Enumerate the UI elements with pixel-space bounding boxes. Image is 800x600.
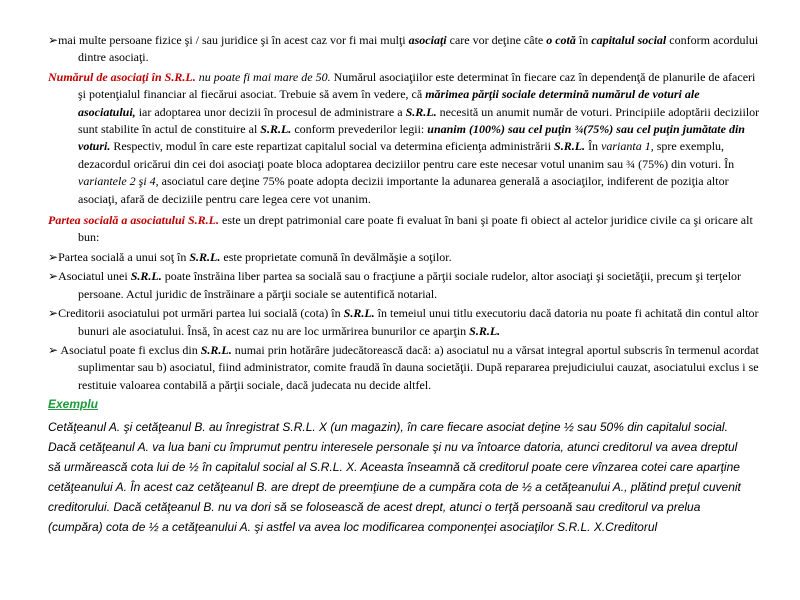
example-line: cetăţeanului A. În acest caz cetăţeanul B. are drept de preemţiune de a cumpăra cota de ½ a cetăţeanului A., plătind preţul cuvenit (48, 479, 741, 494)
bullet-arrow-icon: ➢ (48, 249, 59, 264)
example-line: Dacă cetăţeanul A. va lua bani cu împrumut pentru interesele personale şi nu va întoarce datoria, atunci creditorul va avea dreptul (48, 439, 738, 454)
bullet-transfer-share: ➢Asociatul unei S.R.L. poate înstrăina liber partea sa socială sau o fracţiune a părţii sociale rudelor, altor asociaţi şi societăţii, precum şi terţelor persoane. Actul juridic de înstrăinare a părţii sociale se autentifică notarial. (48, 269, 742, 301)
paragraph-number-of-associates: Numărul de asociaţi în S.R.L. nu poate fi mai mare de 50. Numărul asociaţiilor este determinat în fiecare caz în dependenţă de planurile de afaceri şi potenţialul financiar al fiecărui asociat. Trebuie să avem în vedere, că mărimea părţii sociale determină numărul de voturi ale asociatului, iar adoptarea unor decizii în procesul de administrare a S.R.L. necesită un anumit număr de voturi. Principiile adoptării deciziilor sunt stabilite în actul de constituire al S.R.L. conform prevederilor legii: unanim (100%) sau cel puţin ¾(75%) sau cel puţin jumătate din voturi. Respectiv, modul în care este repartizat capitalul social va determina eficienţa administrării S.R.L. În varianta 1, spre exemplu, dezacordul oricărui din cei doi asociaţi poate bloca adoptarea deciziilor pentru care este necesar votul unanim sau ¾ (75%) din voturi. În variantele 2 şi 4, asociatul care deţine 75% poate adopta decizii importante la adunarea generală a asociaţilor, indiferent de poziţia altor asociaţi, afară de deciziile pentru care legea cere vot unanim. (48, 69, 760, 206)
heading-number-of-associates: Numărul de asociaţi în S.R.L. (48, 69, 196, 84)
example-line: (cumpăra) cota de ½ a cetăţeanului A. şi astfel va avea loc modificarea componenţei asociaţilor S.R.L. X.Creditorul (48, 519, 658, 534)
paragraph-persons: ➢mai multe persoane fizice şi / sau juridice şi în acest caz vor fi mai mulţi asociaţi care vor deţine câte o cotă în capitalul social conform acordului dintre asociaţi. (48, 33, 759, 65)
example-heading: Exemplu (48, 397, 99, 412)
example-line: creditorului. Dacă cetăţeanul B. nu va dori să se folosească de acest drept, atunci o terţă persoană sau creditorul va prelua (48, 499, 701, 514)
bullet-arrow-icon: ➢ (48, 306, 59, 321)
bullet-exclusion: ➢ Asociatul poate fi exclus din S.R.L. numai prin hotărâre judecătorească dacă: a) asociatul nu a vărsat integral aportul subscris în termenul acordat suplimentar sau b) asociatul, fiind administrator, comite fraudă în dauna societăţii. După repararea prejudiciului cauzat, asociatului exclus i se restituie valoarea contabilă a părţii sociale, dacă judecata nu decide altfel. (48, 342, 759, 392)
heading-social-share: Partea socială a asociatului S.R.L. (48, 213, 220, 228)
bullet-spouse-share: ➢Partea socială a unui soţ în S.R.L. este proprietate comună în devălmăşie a soţilor. (48, 249, 452, 264)
bullet-arrow-icon: ➢ (48, 33, 59, 47)
paragraph-social-share: Partea socială a asociatului S.R.L. este un drept patrimonial care poate fi evaluat în bani şi poate fi obiect al actelor juridice civile ca şi oricare alt bun: (48, 213, 753, 245)
example-line: Cetăţeanul A. şi cetăţeanul B. au înregistrat S.R.L. X (un magazin), în care fiecare asociat deţine ½ sau 50% din capitalul social. (48, 419, 728, 434)
example-line: să urmărească cota lui de ½ în capitalul social al S.R.L. X. Aceasta înseamnă că creditorul poate cere vînzarea cotei care aparţine (48, 459, 740, 474)
bullet-arrow-icon: ➢ (48, 269, 59, 284)
bullet-arrow-icon: ➢ (48, 342, 59, 357)
bullet-creditors: ➢Creditorii asociatului pot urmări partea lui socială (cota) în S.R.L. în temeiul unui titlu executoriu dacă datoria nu poate fi achitată din contul altor bunuri ale asociatului. Însă, în acest caz nu are loc urmărirea bunurilor ce aparţin S.R.L. (48, 306, 759, 338)
